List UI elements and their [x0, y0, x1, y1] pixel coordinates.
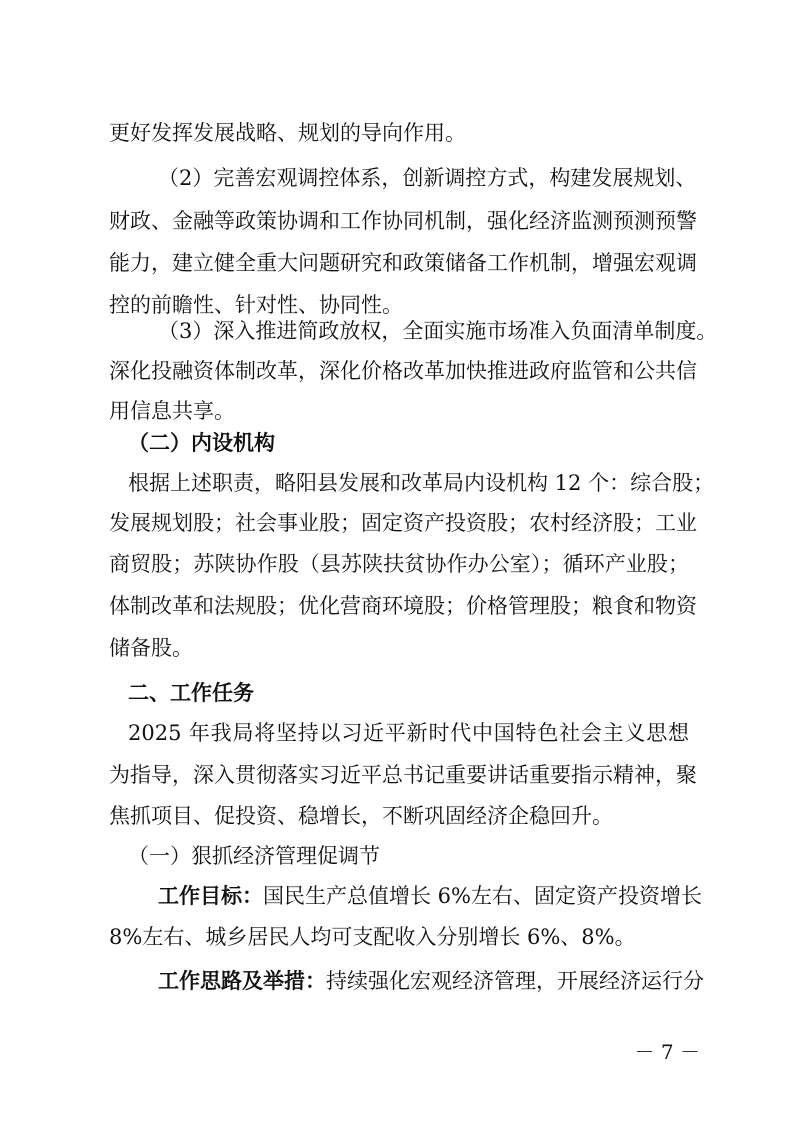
body-line: （2）完善宏观调控体系，创新调控方式，构建发展规划、: [158, 166, 697, 190]
section-heading: 二、工作任务: [128, 681, 254, 705]
section-heading: （二）内设机构: [128, 431, 275, 455]
measures-line: [158, 966, 704, 996]
body-line: 能力，建立健全重大问题研究和政策储备工作机制，增强宏观调: [109, 251, 697, 275]
body-line: 发展规划股；社会事业股；固定资产投资股；农村经济股；工业: [109, 511, 697, 535]
measures-label: 工作思路及举措：: [158, 969, 326, 993]
body-line: 储备股。: [109, 636, 193, 660]
body-line: 财政、金融等政策协调和工作协同机制，强化经济监测预测预警: [109, 209, 697, 233]
body-line: 根据上述职责，略阳县发展和改革局内设机构 12 个：综合股；: [128, 471, 715, 495]
body-line: （3）深入推进简政放权，全面实施市场准入负面清单制度。: [158, 319, 718, 343]
body-line: 为指导，深入贯彻落实习近平总书记重要讲话重要指示精神，聚: [109, 763, 697, 787]
body-line: 控的前瞻性、针对性、协同性。: [109, 293, 403, 317]
measures-text: 持续强化宏观经济管理，开展经济运行分: [326, 969, 704, 993]
body-line: 深化投融资体制改革，深化价格改革加快推进政府监管和公共信: [109, 359, 697, 383]
body-line: 商贸股；苏陕协作股（县苏陕扶贫协作办公室）；循环产业股；: [109, 552, 689, 576]
goal-text: 国民生产总值增长 6%左右、固定资产投资增长: [263, 884, 702, 908]
goal-line: [158, 881, 702, 911]
body-line: 焦抓项目、促投资、稳增长，不断巩固经济企稳回升。: [109, 804, 613, 828]
body-line: 8%左右、城乡居民人均可支配收入分别增长 6%、8%。: [109, 925, 636, 949]
page-number: － 7 －: [634, 1040, 700, 1064]
body-line: 更好发挥发展战略、规划的导向作用。: [109, 121, 466, 145]
body-line: 2025 年我局将坚持以习近平新时代中国特色社会主义思想: [128, 721, 689, 745]
subsection-heading: （一）狠抓经济管理促调节: [128, 844, 380, 868]
body-line: 用信息共享。: [109, 399, 235, 423]
goal-label: 工作目标：: [158, 884, 263, 908]
body-line: 体制改革和法规股；优化营商环境股；价格管理股；粮食和物资: [109, 594, 697, 618]
